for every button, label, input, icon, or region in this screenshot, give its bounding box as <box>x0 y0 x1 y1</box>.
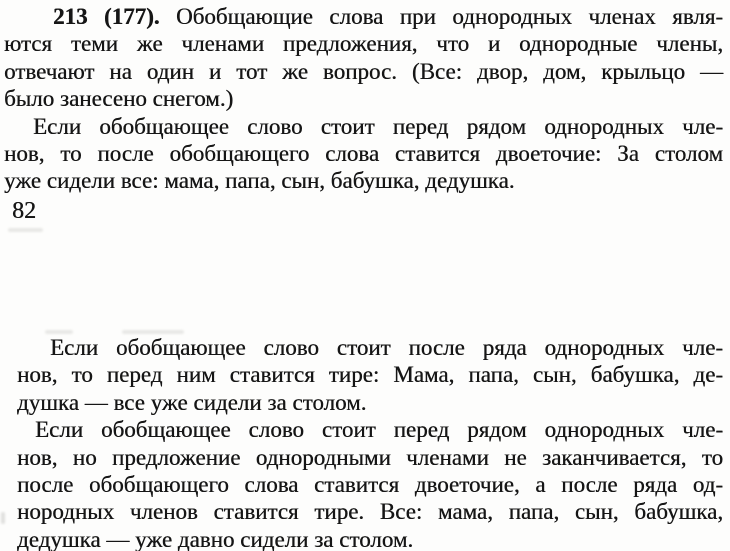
text-line: душка — все уже сидели за столом. <box>17 389 367 415</box>
upper-page-text-block <box>4 3 723 195</box>
text-line <box>4 3 723 30</box>
text-line: Если обобщающее слово стоит перед рядом однородных чле- <box>35 417 723 443</box>
text-line: после обобщающего слова ставится двоеточие, а после ряда од- <box>17 472 723 498</box>
scan-artifact <box>1 512 5 524</box>
text-line: ются теми же членами предложения, что и однородные члены, <box>4 31 723 57</box>
text-line: уже сидели все: мама, папа, сын, бабушка, дедушка. <box>4 168 515 194</box>
text-line: нов, то после обобщающего слова ставится двоеточие: За столом <box>4 141 723 167</box>
exercise-number: 213 (177). <box>53 4 160 29</box>
paragraph-colon-rule <box>4 113 723 195</box>
text-run: Обобщающие слова при однородных членах явля- <box>176 4 723 29</box>
text-line: нов, то перед ним ставится тире: Мама, папа, сын, бабушка, де- <box>17 362 723 388</box>
text-line: дедушка — уже давно сидели за столом. <box>17 526 414 551</box>
text-line: Если обобщающее слово стоит перед рядом однородных чле- <box>33 113 723 139</box>
text-line: Если обобщающее слово стоит после ряда однородных чле- <box>50 335 723 360</box>
scan-artifact <box>8 228 43 232</box>
page-number: 82 <box>12 198 36 224</box>
text-line: отвечают на один и тот же вопрос. (Все: двор, дом, крыльцо — <box>4 58 723 84</box>
text-line: нородных членов ставится тире. Все: мама, папа, сын, бабушка, <box>17 499 723 525</box>
lower-page-text-block <box>17 334 723 551</box>
paragraph-dash-rule <box>17 334 723 416</box>
text-line: было занесено снегом.) <box>4 86 234 112</box>
paragraph-colon-and-dash-rule <box>17 416 723 551</box>
paragraph-generalizing-words-rule <box>4 3 723 113</box>
text-line: нов, но предложение однородными членами не заканчивается, то <box>17 444 723 470</box>
